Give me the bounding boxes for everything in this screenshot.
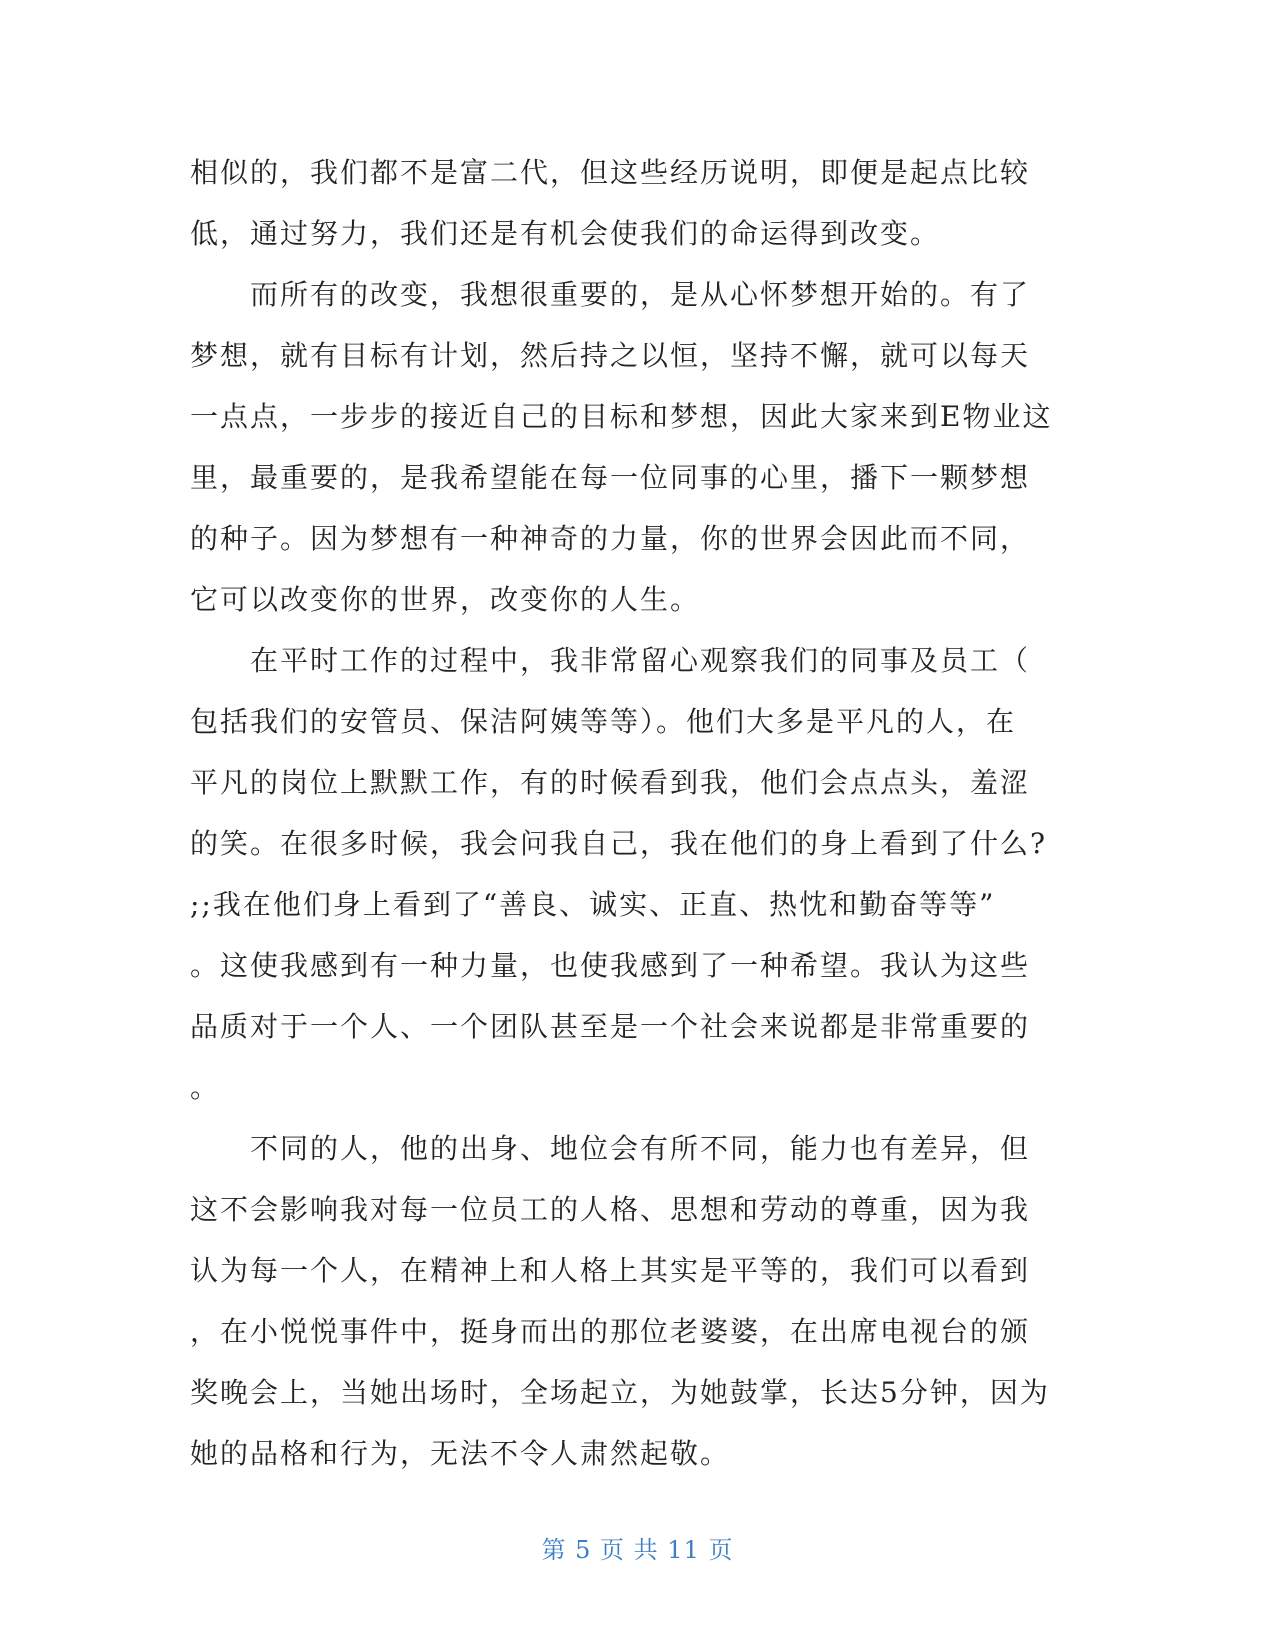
text-line: 不同的人，他的出身、地位会有所不同，能力也有差异，但 [190,1132,1031,1165]
text-line: 低，通过努力，我们还是有机会使我们的命运得到改变。 [190,217,941,250]
body-text [190,142,1080,1484]
text-line: 。 [190,1071,221,1104]
text-line: ，在小悦悦事件中，挺身而出的那位老婆婆，在出席电视台的颁 [190,1315,1031,1348]
text-line: 里，最重要的，是我希望能在每一位同事的心里，播下一颗梦想 [190,461,1031,494]
text-line: ;;我在他们身上看到了“善良、诚实、正直、热忱和勤奋等等” [190,888,996,921]
text-line: 她的品格和行为，无法不令人肃然起敬。 [190,1437,731,1470]
text-line: 梦想，就有目标有计划，然后持之以恒，坚持不懈，就可以每天 [190,339,1031,372]
text-line: 认为每一个人，在精神上和人格上其实是平等的，我们可以看到 [190,1254,1031,1287]
text-line: 品质对于一个人、一个团队甚至是一个社会来说都是非常重要的 [190,1010,1031,1043]
text-line: 平凡的岗位上默默工作，有的时候看到我，他们会点点头，羞涩 [190,766,1031,799]
text-line: 在平时工作的过程中，我非常留心观察我们的同事及员工（ [190,644,1031,677]
text-line: 它可以改变你的世界，改变你的人生。 [190,583,701,616]
text-line: 一点点，一步步的接近自己的目标和梦想，因此大家来到E物业这 [190,400,1053,433]
text-line: 。这使我感到有一种力量，也使我感到了一种希望。我认为这些 [190,949,1031,982]
text-line: 相似的，我们都不是富二代，但这些经历说明，即便是起点比较 [190,156,1031,189]
page-number-footer: 第 5 页 共 11 页 [541,1536,734,1564]
text-line: 的笑。在很多时候，我会问我自己，我在他们的身上看到了什么? [190,827,1048,860]
text-line: 这不会影响我对每一位员工的人格、思想和劳动的尊重，因为我 [190,1193,1031,1226]
text-line: 包括我们的安管员、保洁阿姨等等）。他们大多是平凡的人，在 [190,705,1017,738]
text-line: 奖晚会上，当她出场时，全场起立，为她鼓掌，长达5分钟，因为 [190,1376,1050,1409]
text-line: 而所有的改变，我想很重要的，是从心怀梦想开始的。有了 [190,278,1031,311]
text-line: 的种子。因为梦想有一种神奇的力量，你的世界会因此而不同， [190,522,1031,555]
